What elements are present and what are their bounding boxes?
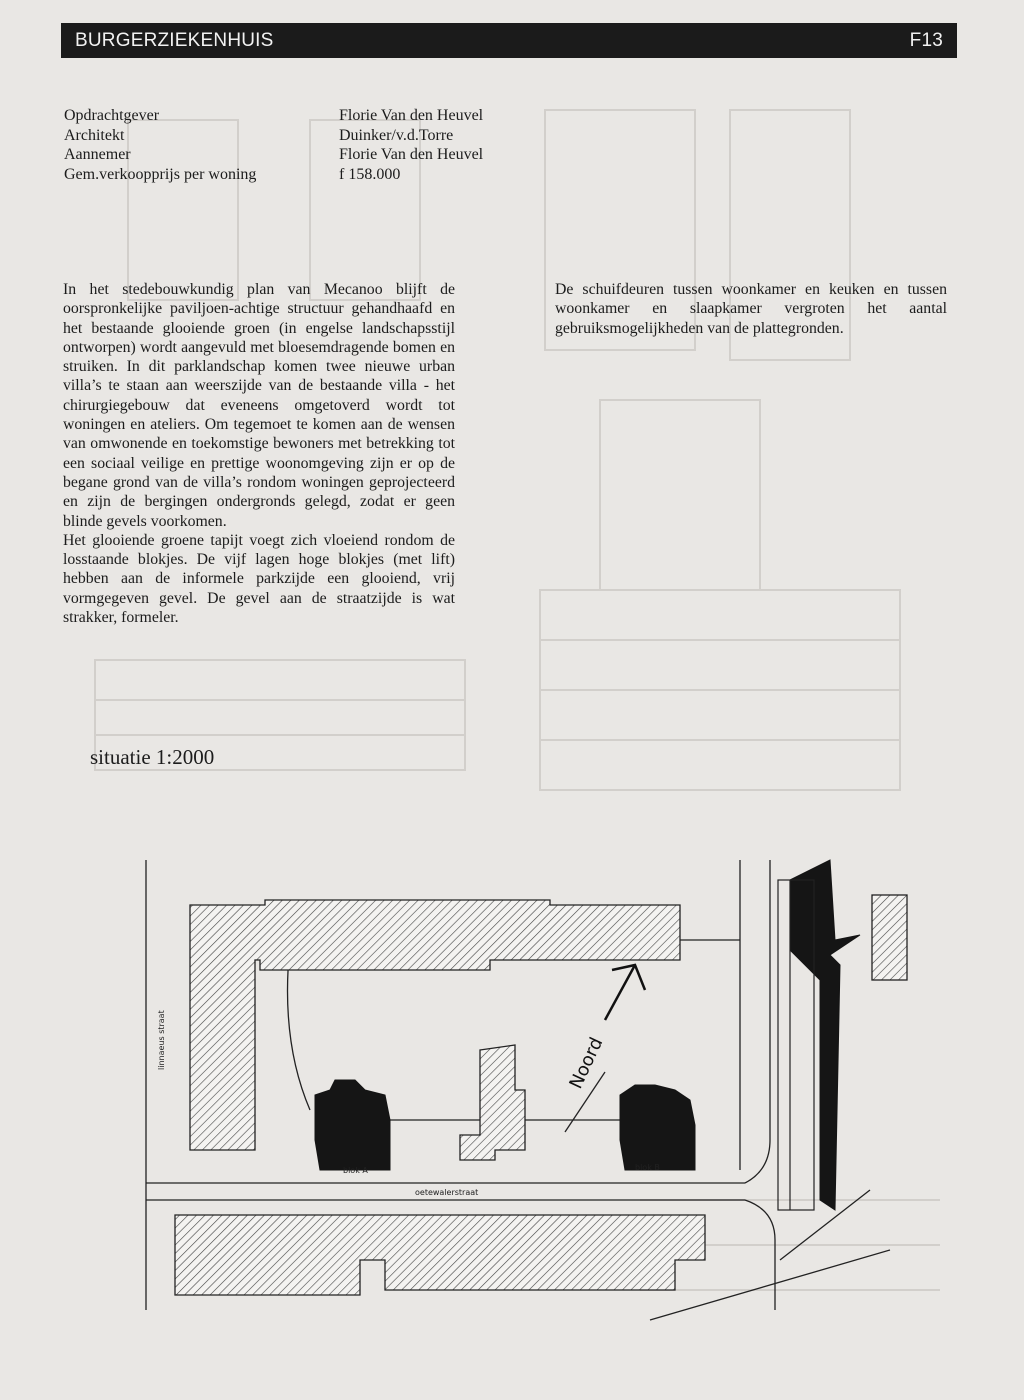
north-label: Noord <box>565 1034 608 1093</box>
info-row-price <box>64 165 483 185</box>
info-label: Architekt <box>64 126 125 144</box>
block-b-label: blok B <box>635 1163 660 1172</box>
building-east <box>872 895 907 980</box>
header-code: F13 <box>909 29 943 51</box>
info-value: Florie Van den Heuvel <box>339 107 484 124</box>
info-label: Gem.verkoopprijs per woning <box>64 165 257 183</box>
info-label: Opdrachtgever <box>64 107 160 124</box>
info-row-client <box>64 106 483 126</box>
street-label-left: linnaeus straat <box>157 1010 166 1070</box>
existing-building-dark <box>790 860 860 1210</box>
building-center <box>460 1045 525 1160</box>
building-south <box>175 1215 705 1295</box>
info-value: Florie Van den Heuvel <box>339 146 484 163</box>
info-value: Duinker/v.d.Torre <box>339 126 454 144</box>
north-arrow-icon <box>605 965 645 1020</box>
header-bar <box>61 23 957 58</box>
block-a-label: blok A <box>343 1166 368 1175</box>
street-label-bottom: oetewalerstraat <box>415 1188 479 1197</box>
villa-block-a <box>315 1080 390 1170</box>
paragraph: Het glooiende groene tapijt voegt zich vloeiend rondom de losstaande blokjes. De vijf lagen hoge blokjes (met lift) hebben aan de informele parkzijde een glooiend, vrij vormgegeven gevel. De gevel aan de straatzijde is wat strakker, formeler. <box>63 531 455 627</box>
building-l-shape <box>190 900 680 1150</box>
header-title: BURGERZIEKENHUIS <box>75 29 274 51</box>
info-row-architect <box>64 126 483 146</box>
project-info <box>64 106 483 184</box>
body-text-right: De schuifdeuren tussen woonkamer en keuken en tussen woonkamer en slaapkamer vergroten het aantal gebruiksmogelijkheden van de plattegronden. <box>555 281 947 337</box>
site-plan-caption: situatie 1:2000 <box>90 745 215 769</box>
villa-block-b <box>620 1085 695 1170</box>
paragraph: In het stedebouwkundig plan van Mecanoo blijft de oorspronkelijke paviljoen-achtige structuur gehandhaafd en het bestaande glooiende groen (in engelse landschapsstijl ontworpen) wordt aangevuld met bloesemdragende bomen en struiken. In dit parklandschap komen twee nieuwe urban villa’s te staan aan weerszijde van de bestaande villa - het chirurgiegebouw dat eveneens omgetoverd wordt tot woningen en ateliers. Om tegemoet te komen aan de wensen van omwonende en toekomstige bewoners met betrekking tot een sociaal veilige en prettige woonomgeving zijn er op de begane grond van de villa’s rondom woningen geprojecteerd en zijn de bergingen ondergronds gelegd, zodat er geen blinde gevels voorkomen. <box>63 281 455 530</box>
info-value: f 158.000 <box>339 165 401 183</box>
info-label: Aannemer <box>64 146 131 163</box>
body-text-left <box>63 280 455 627</box>
site-plan-map <box>130 840 920 1330</box>
info-row-contractor <box>64 145 483 165</box>
